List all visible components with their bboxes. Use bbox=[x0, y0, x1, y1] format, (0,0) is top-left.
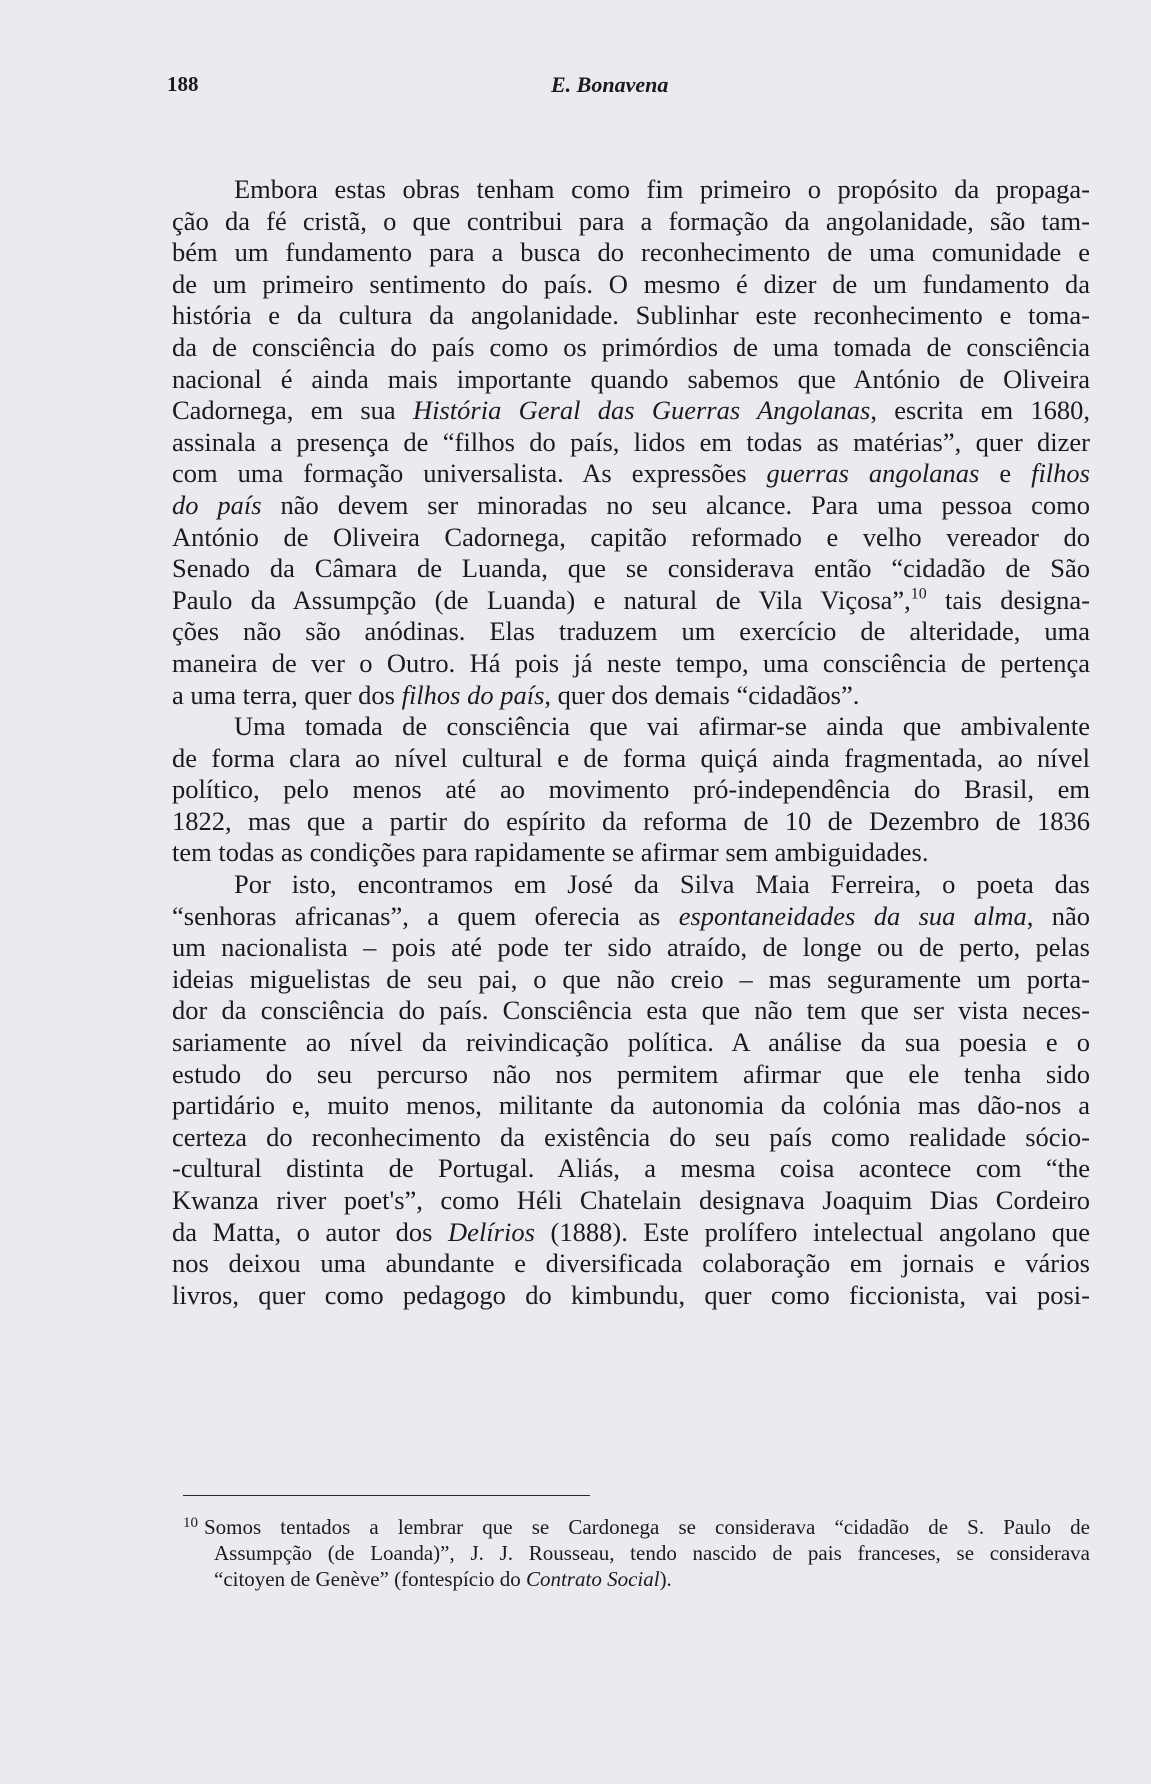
text-line: 1822, mas que a partir do espírito da reforma de 10 de Dezembro de 1836 bbox=[172, 805, 1090, 836]
text-line bbox=[172, 680, 1090, 712]
text-line bbox=[172, 458, 1090, 490]
text-line bbox=[172, 585, 1090, 617]
text-line: de forma clara ao nível cultural e de forma quiçá ainda fragmentada, ao nível bbox=[172, 742, 1090, 773]
text-line: sariamente ao nível da reivindicação política. A análise da sua poesia e o bbox=[172, 1027, 1090, 1058]
italic-term: do país bbox=[172, 489, 262, 520]
footnote-reference[interactable]: 10 bbox=[910, 585, 927, 603]
text-line: partidário e, muito menos, militante da autonomia da colónia mas dão-nos a bbox=[172, 1090, 1090, 1121]
text-line: ideias miguelistas de seu pai, o que não creio – mas seguramente um porta- bbox=[172, 963, 1090, 994]
text-run: com uma formação universalista. As expressões bbox=[172, 458, 767, 489]
paragraph-2 bbox=[172, 711, 1090, 869]
text-run: ). bbox=[659, 1566, 672, 1591]
text-line: António de Oliveira Cadornega, capitão reformado e velho vereador do bbox=[172, 521, 1090, 552]
text-run: a uma terra, quer dos bbox=[172, 679, 402, 710]
text-line: -cultural distinta de Portugal. Aliás, a mesma coisa acontece com “the bbox=[172, 1153, 1090, 1184]
text-run: “citoyen de Genève” (fontespício do bbox=[214, 1566, 526, 1591]
text-line: nos deixou uma abundante e diversificada colaboração em jornais e vários bbox=[172, 1248, 1090, 1279]
text-line: político, pelo menos até ao movimento pró-independência do Brasil, em bbox=[172, 774, 1090, 805]
text-line: de um primeiro sentimento do país. O mesmo é dizer de um fundamento da bbox=[172, 268, 1090, 299]
text-line: Embora estas obras tenham como fim primeiro o propósito da propaga- bbox=[234, 174, 1090, 204]
text-line: certeza do reconhecimento da existência do seu país como realidade sócio- bbox=[172, 1121, 1090, 1152]
text-line bbox=[172, 490, 1090, 522]
text-line: estudo do seu percurso não nos permitem afirmar que ele tenha sido bbox=[172, 1058, 1090, 1089]
footnote-line bbox=[183, 1566, 1090, 1592]
text-line: ção da fé cristã, o que contribui para a formação da angolanidade, são tam- bbox=[172, 205, 1090, 236]
text-line: da de consciência do país como os primórdios de uma tomada de consciência bbox=[172, 331, 1090, 362]
text-line: história e da cultura da angolanidade. Sublinhar este reconhecimento e toma- bbox=[172, 300, 1090, 331]
text-run: , escrita em 1680, bbox=[870, 395, 1090, 426]
text-line: dor da consciência do país. Consciência esta que não tem que ser vista neces- bbox=[172, 995, 1090, 1026]
italic-term: filhos bbox=[1031, 458, 1090, 489]
text-line: livros, quer como pedagogo do kimbundu, quer como ficcionista, vai posi- bbox=[172, 1279, 1090, 1310]
text-line: Kwanza river poet's”, como Héli Chatelain designava Joaquim Dias Cordeiro bbox=[172, 1185, 1090, 1215]
text-line: bém um fundamento para a busca do reconhecimento de uma comunidade e bbox=[172, 237, 1090, 268]
text-line: um nacionalista – pois até pode ter sido atraído, de longe ou de perto, pelas bbox=[172, 932, 1090, 963]
text-run: Paulo da Assumpção (de Luanda) e natural de Vila Viçosa”, bbox=[172, 584, 911, 615]
paragraph-1 bbox=[172, 174, 1090, 711]
paragraph-3 bbox=[172, 869, 1090, 1311]
text-line: ções não são anódinas. Elas traduzem um exercício de alteridade, uma bbox=[172, 616, 1090, 647]
text-run: Somos tentados a lembrar que se Cardonega se considerava “cidadão de S. Paulo de bbox=[204, 1514, 1090, 1539]
text-run: não devem ser minoradas no seu alcance. Para uma pessoa como bbox=[261, 489, 1090, 520]
text-run: da Matta, o autor dos bbox=[172, 1216, 449, 1247]
text-run: (1888). Este prolífero intelectual angolano que bbox=[534, 1216, 1090, 1247]
text-line: Por isto, encontramos em José da Silva Maia Ferreira, o poeta das bbox=[234, 869, 1090, 900]
text-run: “senhoras africanas”, a quem oferecia as bbox=[172, 900, 679, 931]
text-line bbox=[172, 395, 1090, 427]
text-line: maneira de ver o Outro. Há pois já neste tempo, uma consciência de pertença bbox=[172, 647, 1090, 678]
footnote-line: Assumpção (de Loanda)”, J. J. Rousseau, tendo nascido de pais franceses, se considerava bbox=[214, 1540, 1090, 1565]
text-line bbox=[172, 1217, 1090, 1249]
text-run: , não bbox=[1026, 900, 1090, 931]
text-line bbox=[172, 901, 1090, 933]
footnote-divider bbox=[183, 1495, 590, 1496]
footnote-line bbox=[183, 1510, 1090, 1540]
text-run: e bbox=[979, 458, 1032, 489]
text-line: tem todas as condições para rapidamente se afirmar sem ambiguidades. bbox=[172, 837, 929, 868]
text-line: assinala a presença de “filhos do país, lidos em todas as matérias”, quer dizer bbox=[172, 426, 1090, 457]
text-run: tais designa- bbox=[926, 584, 1090, 615]
page-header bbox=[0, 72, 1151, 102]
book-title: Contrato Social bbox=[525, 1566, 660, 1591]
footnote bbox=[183, 1510, 1090, 1592]
text-line: Senado da Câmara de Luanda, que se considerava então “cidadão de São bbox=[172, 553, 1090, 584]
text-run: Cadornega, em sua bbox=[172, 395, 413, 426]
italic-term: espontaneidades da sua alma bbox=[678, 900, 1027, 931]
italic-term: filhos do país bbox=[401, 679, 545, 710]
italic-term: guerras angolanas bbox=[766, 458, 980, 489]
running-head-author: E. Bonavena bbox=[551, 72, 669, 97]
book-title: História Geral das Guerras Angolanas bbox=[412, 395, 871, 426]
body-text bbox=[172, 174, 1090, 1311]
text-line: Uma tomada de consciência que vai afirmar-se ainda que ambivalente bbox=[234, 711, 1090, 742]
text-run: , quer dos demais “cidadãos”. bbox=[544, 679, 860, 710]
text-line: nacional é ainda mais importante quando sabemos que António de Oliveira bbox=[172, 363, 1090, 394]
page-number: 188 bbox=[167, 72, 199, 96]
footnote-number: 10 bbox=[183, 1515, 198, 1531]
book-title: Delírios bbox=[448, 1216, 535, 1247]
